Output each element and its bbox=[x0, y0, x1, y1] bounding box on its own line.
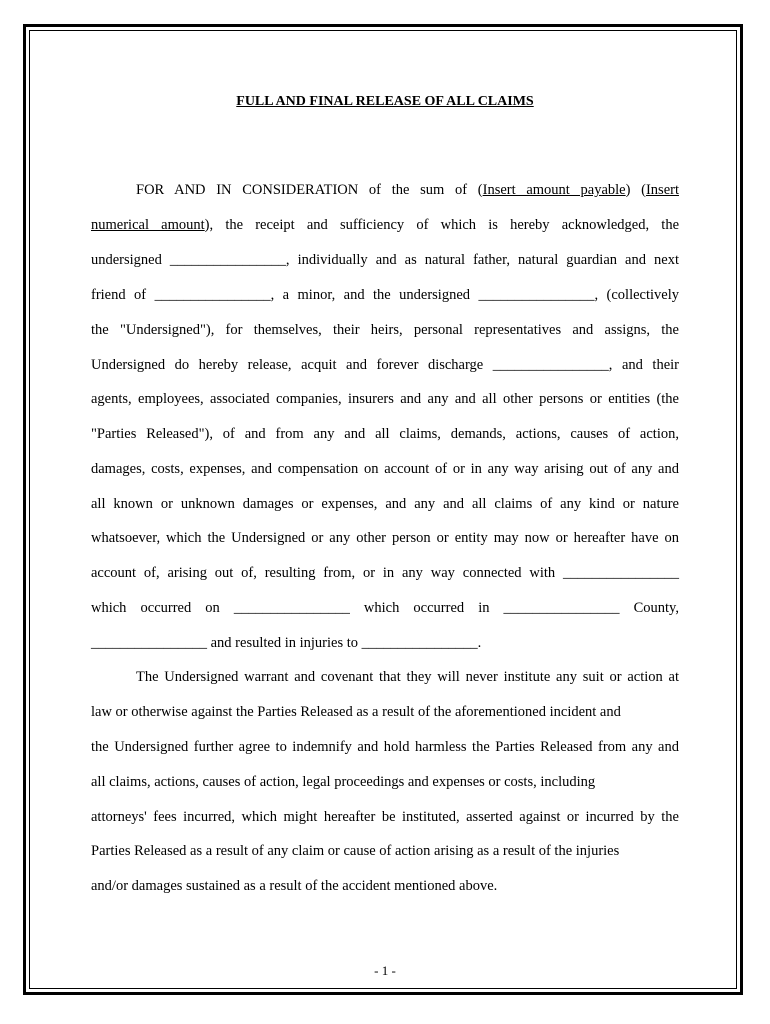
para1-line-13: which occurred on ________________ which occurred in ________________ County, bbox=[91, 600, 679, 616]
numerical-amount-placeholder-start: Insert bbox=[645, 182, 679, 198]
para2-line-4: all claims, actions, causes of action, legal proceedings and expenses or costs, including bbox=[91, 774, 596, 790]
para1-line-7: agents, employees, associated companies, insurers and any and all other persons or entities (the bbox=[91, 391, 679, 407]
numerical-amount-placeholder-end: numerical amount bbox=[91, 217, 205, 233]
page-number: - 1 - bbox=[374, 963, 396, 978]
para2-line-7: and/or damages sustained as a result of the accident mentioned above. bbox=[91, 878, 498, 894]
para1-line-14: ________________ and resulted in injuries to ________________. bbox=[91, 635, 482, 651]
para1-line-10: all known or unknown damages or expenses, and any and all claims of any kind or nature bbox=[91, 496, 679, 512]
para2-line-1: The Undersigned warrant and covenant that they will never institute any suit or action at bbox=[136, 669, 679, 685]
para2-line-3: the Undersigned further agree to indemnify and hold harmless the Parties Released from any and bbox=[91, 739, 679, 755]
para1-line-11: whatsoever, which the Undersigned or any other person or entity may now or hereafter have on bbox=[91, 530, 679, 546]
amount-payable-placeholder: Insert amount payable bbox=[482, 182, 626, 198]
para2-line-5: attorneys' fees incurred, which might hereafter be instituted, asserted against or incurred by the bbox=[91, 809, 679, 825]
para1-line-12: account of, arising out of, resulting from, or in any way connected with ________________ bbox=[91, 565, 679, 581]
para1-line-6: Undersigned do hereby release, acquit and forever discharge ________________, and their bbox=[91, 357, 679, 373]
para1-line-4: friend of ________________, a minor, and the undersigned ________________, (collectively bbox=[91, 287, 679, 303]
para1-line-5: the "Undersigned"), for themselves, their heirs, personal representatives and assigns, the bbox=[91, 322, 679, 338]
document-title: FULL AND FINAL RELEASE OF ALL CLAIMS bbox=[236, 94, 534, 109]
para1-line-1: FOR AND IN CONSIDERATION of the sum of (Insert amount payable) (Insert bbox=[136, 182, 679, 198]
para2-line-6: Parties Released as a result of any claim or cause of action arising as a result of the injuries bbox=[91, 843, 620, 859]
para1-line-2: numerical amount), the receipt and sufficiency of which is hereby acknowledged, the bbox=[91, 217, 680, 233]
para2-line-2: law or otherwise against the Parties Released as a result of the aforementioned incident and bbox=[91, 704, 621, 720]
para1-line-9: damages, costs, expenses, and compensation on account of or in any way arising out of any and bbox=[91, 461, 679, 477]
para1-line-3: undersigned ________________, individually and as natural father, natural guardian and next bbox=[91, 252, 679, 268]
para1-line-8: "Parties Released"), of and from any and all claims, demands, actions, causes of action, bbox=[91, 426, 679, 442]
